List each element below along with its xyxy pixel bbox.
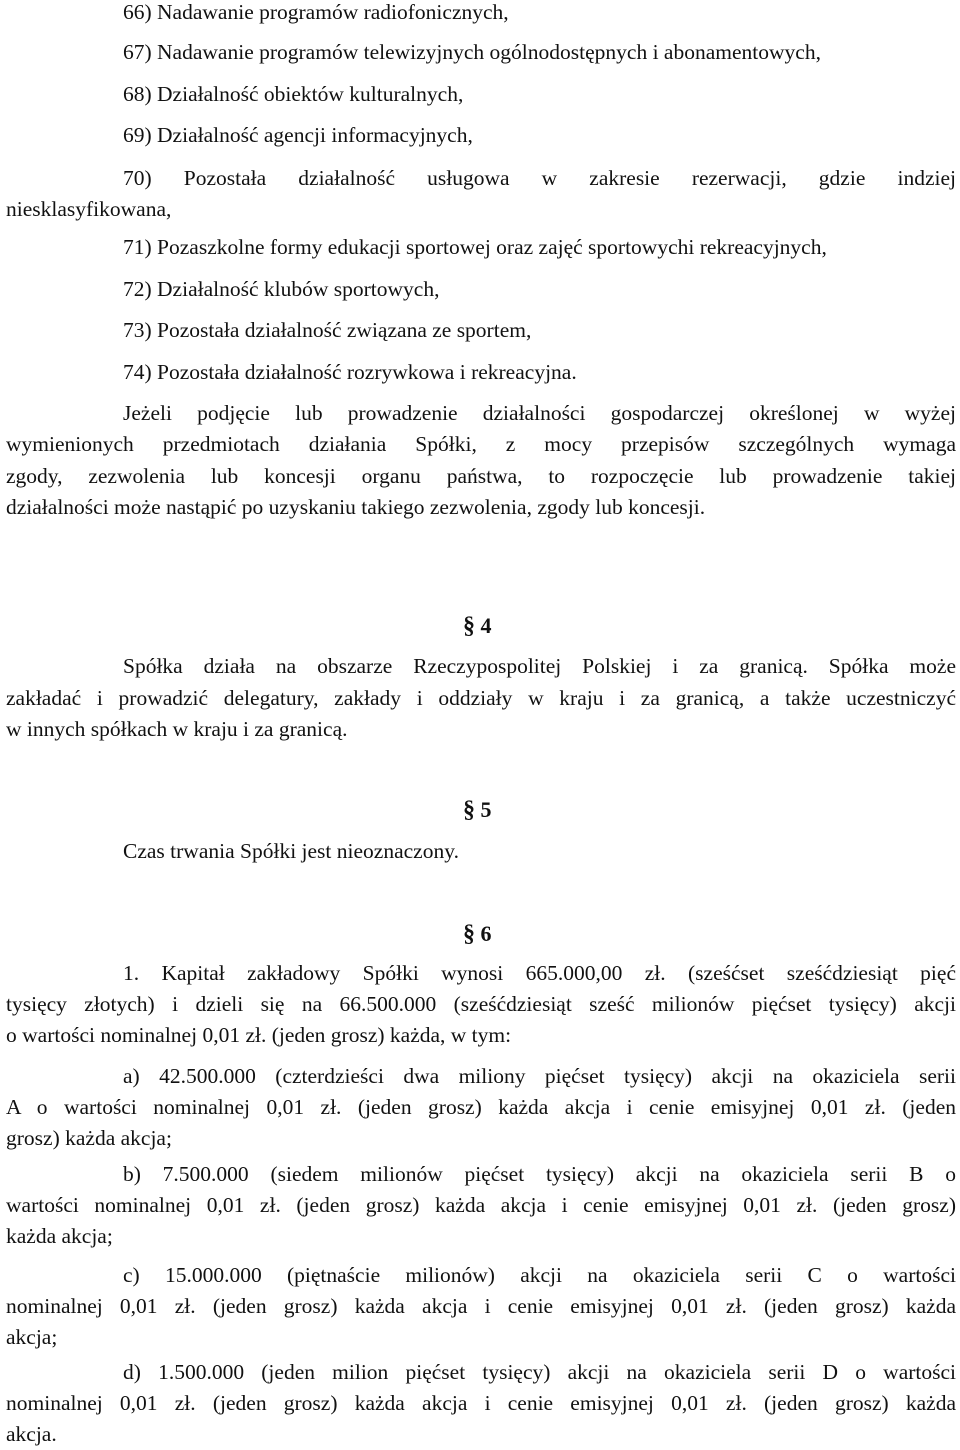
series-d-line3: akcja. — [6, 1422, 57, 1446]
section-5-text: Czas trwania Spółki jest nieoznaczony. — [123, 839, 459, 863]
list-item-69: 69) Działalność agencji informacyjnych, — [123, 123, 473, 147]
permit-paragraph-line1: Jeżeli podjęcie lub prowadzenie działalności gospodarczej określonej w wyżej — [123, 401, 956, 425]
capital-line1: 1. Kapitał zakładowy Spółki wynosi 665.000,00 zł. (sześćset sześćdziesiąt pięć — [123, 961, 956, 985]
series-a-line1: a) 42.500.000 (czterdzieści dwa miliony pięćset tysięcy) akcji na okaziciela serii — [123, 1064, 956, 1088]
permit-paragraph-line4: działalności może nastąpić po uzyskaniu takiego zezwolenia, zgody lub koncesji. — [6, 495, 706, 519]
section-4-line1: Spółka działa na obszarze Rzeczypospolitej Polskiej i za granicą. Spółka może — [123, 654, 956, 678]
series-a-line2: A o wartości nominalnej 0,01 zł. (jeden grosz) każda akcja i cenie emisyjnej 0,01 zł. (jeden — [6, 1095, 956, 1119]
section-4-line3: w innych spółkach w kraju i za granicą. — [6, 717, 348, 741]
section-number: 6 — [480, 921, 492, 946]
series-a-line3: grosz) każda akcja; — [6, 1126, 172, 1150]
section-6-heading — [463, 918, 492, 950]
section-symbol: § — [463, 921, 475, 947]
list-item-68: 68) Działalność obiektów kulturalnych, — [123, 82, 464, 106]
list-item-74: 74) Pozostała działalność rozrywkowa i rekreacyjna. — [123, 360, 577, 384]
list-item-70-line1: 70) Pozostała działalność usługowa w zakresie rezerwacji, gdzie indziej — [123, 166, 956, 190]
series-c-line3: akcja; — [6, 1325, 58, 1349]
section-symbol: § — [463, 613, 475, 639]
series-b-line2: wartości nominalnej 0,01 zł. (jeden grosz) każda akcja i cenie emisyjnej 0,01 zł. (jeden grosz) — [6, 1193, 956, 1217]
series-d-line2: nominalnej 0,01 zł. (jeden grosz) każda akcja i cenie emisyjnej 0,01 zł. (jeden grosz) każda — [6, 1391, 956, 1415]
section-5-heading — [463, 794, 492, 826]
list-item-73: 73) Pozostała działalność związana ze sportem, — [123, 318, 532, 342]
list-item-72: 72) Działalność klubów sportowych, — [123, 277, 440, 301]
series-b-line1: b) 7.500.000 (siedem milionów pięćset tysięcy) akcji na okaziciela serii B o — [123, 1162, 956, 1186]
list-item-67: 67) Nadawanie programów telewizyjnych ogólnodostępnych i abonamentowych, — [123, 40, 821, 64]
list-item-71: 71) Pozaszkolne formy edukacji sportowej oraz zajęć sportowychi rekreacyjnych, — [123, 235, 827, 259]
series-c-line2: nominalnej 0,01 zł. (jeden grosz) każda akcja i cenie emisyjnej 0,01 zł. (jeden grosz) każda — [6, 1294, 956, 1318]
series-d-line1: d) 1.500.000 (jeden milion pięćset tysięcy) akcji na okaziciela serii D o wartości — [123, 1360, 956, 1384]
section-4-heading — [463, 610, 492, 642]
list-item-66: 66) Nadawanie programów radiofonicznych, — [123, 0, 509, 24]
capital-line2: tysięcy złotych) i dzieli się na 66.500.000 (sześćdziesiąt sześć milionów pięćset tysięcy) akcji — [6, 992, 956, 1016]
list-item-70-cont: niesklasyfikowana, — [6, 197, 172, 221]
capital-line3: o wartości nominalnej 0,01 zł. (jeden grosz) każda, w tym: — [6, 1023, 512, 1047]
section-number: 5 — [480, 797, 492, 822]
permit-paragraph-line3: zgody, zezwolenia lub koncesji organu państwa, to rozpoczęcie lub prowadzenie takiej — [6, 464, 956, 488]
list-item-70 — [6, 162, 956, 194]
section-symbol: § — [463, 797, 475, 823]
series-b-line3: każda akcja; — [6, 1224, 113, 1248]
permit-paragraph-line2: wymienionych przedmiotach działania Spółki, z mocy przepisów szczególnych wymaga — [6, 432, 956, 456]
section-4-line2: zakładać i prowadzić delegatury, zakłady i oddziały w kraju i za granicą, a także uczestniczyć — [6, 686, 956, 710]
series-c-line1: c) 15.000.000 (piętnaście milionów) akcji na okaziciela serii C o wartości — [123, 1263, 956, 1287]
section-number: 4 — [480, 613, 492, 638]
